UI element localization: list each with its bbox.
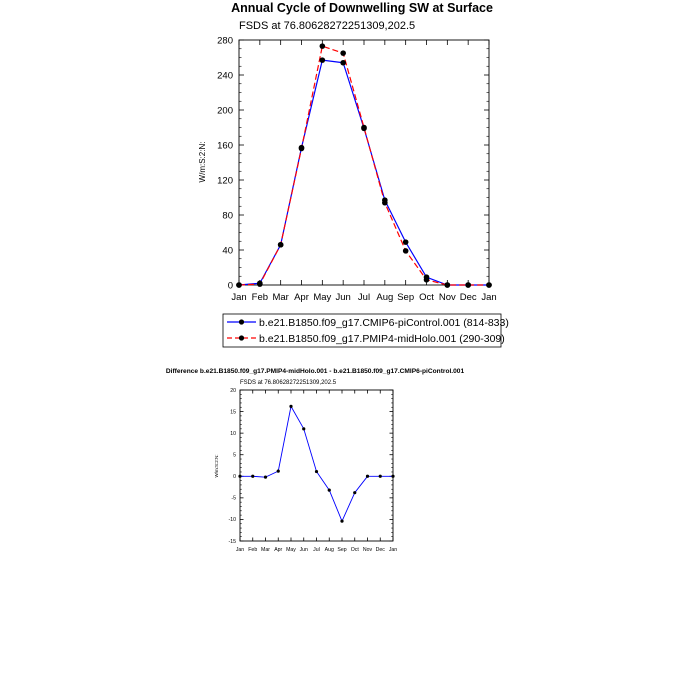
chart2-series-1-point <box>379 475 382 478</box>
chart1-xtick-label: Feb <box>251 292 269 303</box>
chart1-axes <box>217 35 497 303</box>
chart2-ytick-label: 0 <box>233 474 236 481</box>
chart2-series-1-point <box>328 488 331 491</box>
chart1-xtick-label: Aug <box>376 292 394 303</box>
chart1-series-1-point <box>320 57 326 63</box>
chart2-series-1-point <box>302 427 305 430</box>
chart1-xtick-label: Jan <box>481 292 497 303</box>
chart1-title: Annual Cycle of Downwelling SW at Surface <box>231 1 493 15</box>
chart1-series-2-point <box>403 248 409 254</box>
chart2-xtick-label: Nov <box>362 547 373 553</box>
chart2-series-1-point <box>340 520 343 523</box>
chart2-xtick-label: Jul <box>313 547 320 553</box>
chart1-xtick-label: Jul <box>357 292 371 303</box>
chart1-subtitle: FSDS at 76.80628272251309,202.5 <box>239 20 416 32</box>
chart2-series-1-point <box>289 405 292 408</box>
chart2-ytick-label: 20 <box>230 387 236 394</box>
chart2-xtick-label: Jan <box>235 547 245 553</box>
chart1-ytick-label: 160 <box>217 140 233 152</box>
chart1-series-2-point <box>320 43 326 49</box>
chart1-series-2-point <box>424 277 430 283</box>
chart1-ytick-label: 240 <box>217 70 233 82</box>
chart1-xtick-label: Nov <box>438 292 456 303</box>
chart2-series-1-point <box>264 476 267 479</box>
chart1-plot-area <box>236 43 492 287</box>
chart2-ytick-label: -15 <box>228 538 236 545</box>
chart2-plot-area <box>238 405 394 523</box>
chart2-ytick-label: 15 <box>230 409 236 416</box>
chart1-series-2-point <box>445 282 451 288</box>
chart2-ytick-label: -5 <box>231 495 236 502</box>
chart2-xtick-label: Oct <box>350 547 359 553</box>
chart2-ytick-label: 10 <box>230 430 236 437</box>
legend-label-series-1: b.e21.B1850.f09_g17.CMIP6-piControl.001 (814-833) <box>259 317 509 329</box>
chart2-xtick-label: Dec <box>375 547 385 553</box>
chart1-series-2-line <box>239 46 489 285</box>
chart2-series-1-line <box>240 406 393 521</box>
chart1-legend <box>223 314 509 347</box>
chart2-xtick-label: Aug <box>324 547 334 553</box>
chart2-xtick-label: May <box>286 547 296 553</box>
chart1-ytick-label: 0 <box>227 280 233 292</box>
chart2-ytick-label: 5 <box>233 452 236 459</box>
chart2-ytick-label: -10 <box>228 517 236 524</box>
chart1-xtick-label: Jun <box>335 292 351 303</box>
chart2-xtick-label: Mar <box>261 547 270 553</box>
chart1-xtick-label: Jan <box>231 292 247 303</box>
chart1-series-2-point <box>257 281 263 287</box>
chart2-xtick-label: Jun <box>299 547 308 553</box>
chart1-series-2-point <box>465 282 471 288</box>
chart1-series-1-line <box>239 60 489 285</box>
chart1-xtick-label: Dec <box>459 292 477 303</box>
chart2-frame <box>240 390 393 541</box>
chart1-series-2-point <box>340 50 346 56</box>
chart2-series-1-point <box>391 475 394 478</box>
chart2-title: Difference b.e21.B1850.f09_g17.PMIP4-midHolo.001 - b.e21.B1850.f09_g17.CMIP6-piControl.001 <box>165 368 465 375</box>
chart1-series-2-point <box>382 200 388 206</box>
chart1-series-2-point <box>361 125 367 131</box>
chart2-series-1-point <box>353 491 356 494</box>
chart2-series-1-point <box>238 475 241 478</box>
chart1-ytick-label: 80 <box>222 210 233 222</box>
chart2-series-1-point <box>315 470 318 473</box>
chart2-series-1-point <box>366 475 369 478</box>
legend-marker-series-2 <box>239 335 244 340</box>
chart2-series-1-point <box>277 470 280 473</box>
chart1-series-1-point <box>340 60 346 66</box>
chart1-xtick-label: May <box>313 292 332 303</box>
legend-marker-series-1 <box>239 319 244 324</box>
chart1-frame <box>239 40 489 285</box>
chart2-xtick-label: Jan <box>388 547 398 553</box>
chart1-ytick-label: 200 <box>217 105 233 117</box>
chart1-xtick-label: Sep <box>397 292 415 303</box>
chart1-series-2-point <box>486 282 492 288</box>
legend-label-series-2: b.e21.B1850.f09_g17.PMIP4-midHolo.001 (290-309) <box>259 333 505 345</box>
chart1-series-1-point <box>403 239 409 245</box>
chart2-xtick-label: Sep <box>337 547 347 553</box>
chart2-axes <box>229 388 398 553</box>
chart1-y-axis-label: W/m:S:2:N: <box>198 141 207 183</box>
chart1-xtick-label: Mar <box>272 292 289 303</box>
chart1-xtick-label: Oct <box>419 292 434 303</box>
chart1-series-2-point <box>299 146 305 152</box>
chart1-ytick-label: 280 <box>217 35 233 47</box>
chart1-xtick-label: Apr <box>294 292 309 303</box>
chart1-series-2-point <box>236 282 242 288</box>
chart2-xtick-label: Feb <box>248 547 258 553</box>
chart2-xtick-label: Apr <box>274 547 283 553</box>
chart2-subtitle: FSDS at 76.80628272251309,202.5 <box>240 380 337 386</box>
chart2-series-1-point <box>251 475 254 478</box>
chart2-y-axis-label: W/m:S:2:N: <box>214 454 219 478</box>
chart1-ytick-label: 120 <box>217 175 233 187</box>
chart1-series-2-point <box>278 242 284 248</box>
chart1-ytick-label: 40 <box>222 245 233 257</box>
